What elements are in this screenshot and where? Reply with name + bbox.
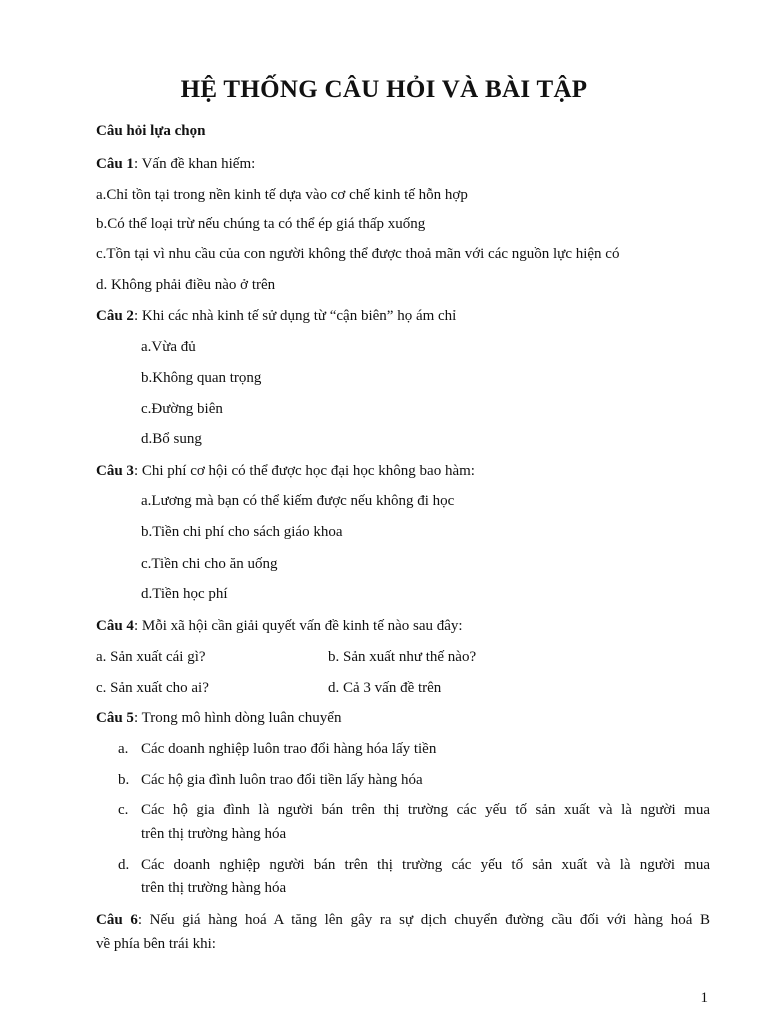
- question-1-option-a: a.Chỉ tồn tại trong nền kinh tế dựa vào cơ chế kinh tế hỗn hợp: [96, 187, 468, 203]
- question-5-option-a-marker: a.: [118, 741, 129, 757]
- question-3-option-c: c.Tiền chi cho ăn uống: [141, 556, 278, 572]
- question-2-option-c: c.Đường biên: [141, 401, 223, 417]
- question-3-option-d: d.Tiền học phí: [141, 586, 228, 602]
- question-1: [96, 155, 255, 173]
- question-3-text: : Chi phí cơ hội có thể được học đại học không bao hàm:: [133, 463, 475, 479]
- page-number: 1: [700, 990, 708, 1006]
- question-4-option-a: a. Sản xuất cái gì?: [96, 649, 206, 665]
- question-3-option-b: b.Tiền chi phí cho sách giáo khoa: [141, 524, 343, 540]
- question-5-option-d-line2: trên thị trường hàng hóa: [141, 880, 287, 896]
- question-5-label: Câu 5: [96, 710, 134, 726]
- question-1-option-d: d. Không phải điều nào ở trên: [96, 277, 276, 293]
- question-3-option-a: a.Lương mà bạn có thể kiếm được nếu không đi học: [141, 493, 455, 509]
- question-1-option-b: b.Có thể loại trừ nếu chúng ta có thể ép giá thấp xuống: [96, 216, 426, 232]
- question-4: [96, 617, 463, 635]
- question-4-text: : Mỗi xã hội cần giải quyết vấn đề kinh tế nào sau đây:: [133, 618, 463, 634]
- question-5-option-d-line1: Các doanh nghiệp người bán trên thị trường các yếu tố sản xuất và là người mua: [141, 857, 710, 873]
- question-6-text-line1: : Nếu giá hàng hoá A tăng lên gây ra sự dịch chuyển đường cầu đối với hàng hoá B: [137, 912, 710, 928]
- question-4-label: Câu 4: [96, 618, 134, 634]
- question-5-option-d-marker: d.: [118, 857, 130, 873]
- question-6-label: Câu 6: [96, 912, 138, 928]
- question-3-label: Câu 3: [96, 463, 134, 479]
- question-5: [96, 709, 341, 727]
- question-4-option-b: b. Sản xuất như thế nào?: [328, 649, 477, 665]
- question-2-option-d: d.Bổ sung: [141, 431, 202, 447]
- question-4-option-c: c. Sản xuất cho ai?: [96, 680, 209, 696]
- question-1-label: Câu 1: [96, 156, 134, 172]
- document-title: HỆ THỐNG CÂU HỎI VÀ BÀI TẬP: [180, 76, 588, 103]
- question-5-option-c-line1: Các hộ gia đình là người bán trên thị trường các yếu tố sản xuất và là người mua: [141, 802, 710, 818]
- question-5-text: : Trong mô hình dòng luân chuyển: [133, 710, 342, 726]
- question-5-option-c-line2: trên thị trường hàng hóa: [141, 826, 287, 842]
- question-1-option-c: c.Tồn tại vì nhu cầu của con người không thể được thoả mãn với các nguồn lực hiện có: [96, 246, 620, 262]
- question-6: [96, 911, 710, 929]
- question-2-option-b: b.Không quan trọng: [141, 370, 262, 386]
- question-1-text: : Vấn đề khan hiếm:: [133, 156, 256, 172]
- question-2-option-a: a.Vừa đủ: [141, 339, 196, 355]
- question-6-text-line2: về phía bên trái khi:: [96, 936, 216, 952]
- question-3: [96, 462, 475, 480]
- question-2: [96, 307, 456, 325]
- question-5-option-a: Các doanh nghiệp luôn trao đổi hàng hóa lấy tiền: [141, 741, 437, 757]
- question-5-option-b-marker: b.: [118, 772, 130, 788]
- question-4-option-d: d. Cả 3 vấn đề trên: [328, 680, 442, 696]
- question-5-option-c-marker: c.: [118, 802, 129, 818]
- section-heading: Câu hỏi lựa chọn: [96, 123, 206, 139]
- question-5-option-b: Các hộ gia đình luôn trao đổi tiền lấy hàng hóa: [141, 772, 423, 788]
- question-2-text: : Khi các nhà kinh tế sử dụng từ “cận biên” họ ám chỉ: [133, 308, 457, 324]
- question-2-label: Câu 2: [96, 308, 134, 324]
